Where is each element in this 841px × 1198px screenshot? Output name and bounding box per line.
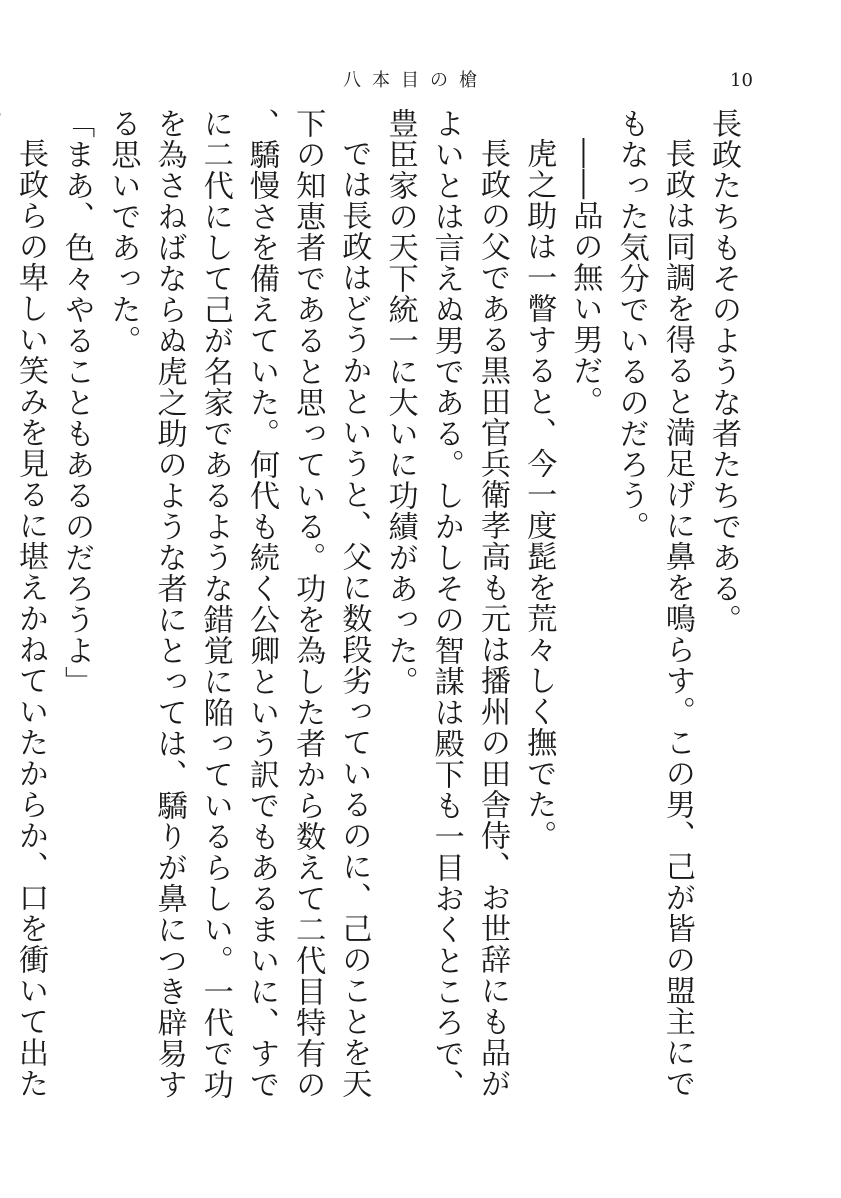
page-header — [0, 66, 841, 96]
running-title: 八本目の槍 — [343, 70, 488, 91]
paragraph-5: 長政の父である黒田官兵衛孝高も元は播州の田舎侍、お世辞にも品がよいとは言えぬ男である。しかしその智謀は殿下も一目おくところで、豊臣家の天下統一に大いに功績があった。 — [382, 108, 510, 1100]
paragraph-7: 長政らの卑しい笑みを見るに堪えかねていたからか、口を衝いて出た — [12, 138, 48, 1100]
dialogue-1: 「まあ、色々やることもあるのだろうよ」 — [59, 108, 95, 697]
paragraph-1: 長政たちもそのような者たちである。 — [706, 108, 741, 635]
page-number: 10 — [730, 70, 753, 91]
paragraph-2: 長政は同調を得ると満足げに鼻を鳴らす。この男、己が皆の盟主にでもなった気分でいるのだろう。 — [613, 108, 695, 1100]
vertical-body-text — [12, 108, 746, 1108]
paragraph-6: では長政はどうかというと、父に数段劣っているのに、己のことを天下の知恵者であると思っている。功を為した者から数えて二代目特有の、驕慢さを備えていた。何代も続く公卿という訳でもあるまいに、すでに二代にして己が名家であるような錯覚に陥っているらしい。一代で功を為さねばならぬ虎之助のような者にとっては、驕りが鼻につき辟易する思いであった。 — [105, 108, 372, 1100]
paragraph-3: ――品の無い男だ。 — [567, 138, 603, 418]
paragraph-4: 虎之助は一瞥すると、今一度髭を荒々しく撫でた。 — [521, 138, 557, 852]
